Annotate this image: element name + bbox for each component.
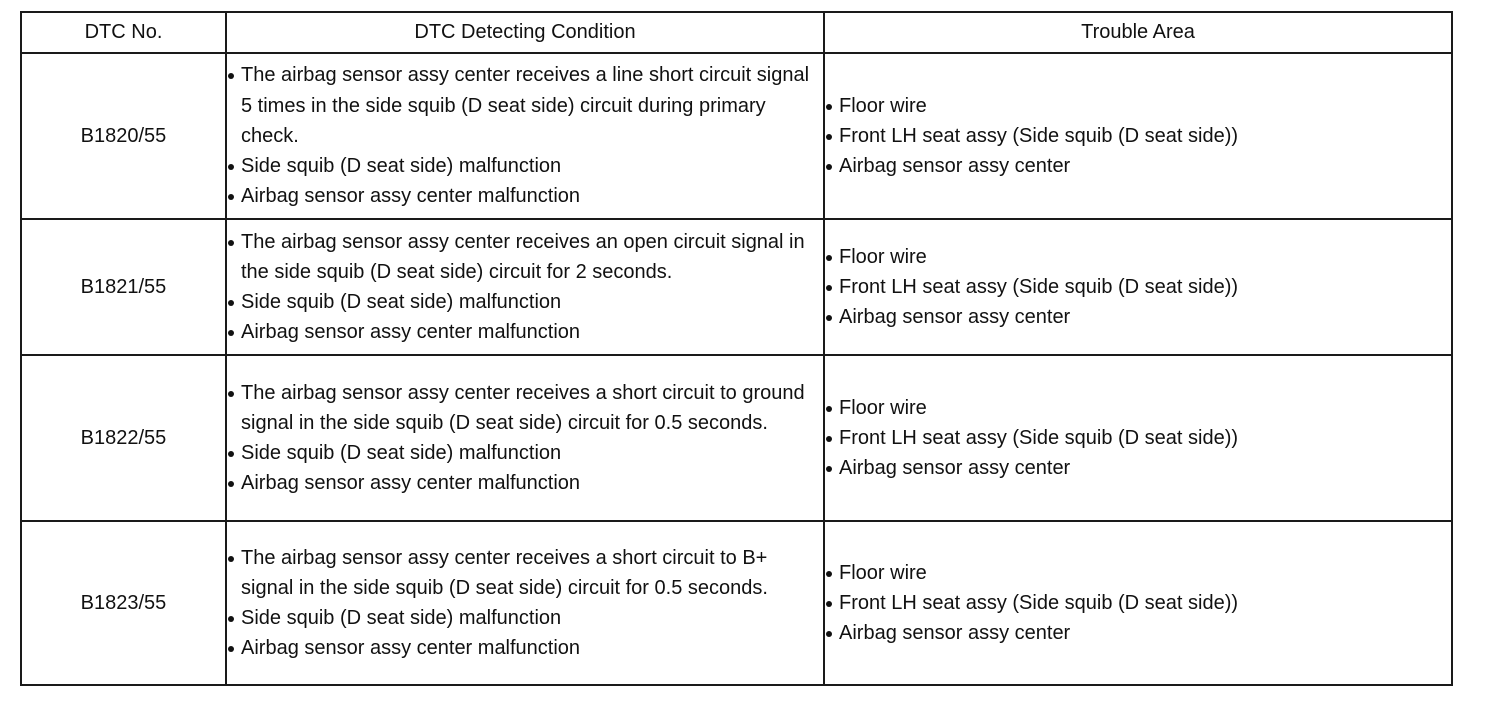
condition-item: Side squib (D seat side) malfunction <box>227 151 823 181</box>
trouble-area-item: Front LH seat assy (Side squib (D seat side)) <box>825 121 1451 151</box>
condition-item: The airbag sensor assy center receives a short circuit to ground signal in the side squib (D seat side) circuit for 0.5 seconds. <box>227 378 823 438</box>
condition-item: Side squib (D seat side) malfunction <box>227 438 823 468</box>
condition-item: Airbag sensor assy center malfunction <box>227 181 823 211</box>
condition-item: Side squib (D seat side) malfunction <box>227 287 823 317</box>
table-row <box>21 53 1452 219</box>
dtc-table <box>20 11 1453 686</box>
table-row <box>21 355 1452 521</box>
trouble-area-item: Floor wire <box>825 242 1451 272</box>
dtc-code: B1822/55 <box>21 355 226 521</box>
condition-item: The airbag sensor assy center receives a line short circuit signal 5 times in the side squib (D seat side) circuit during primary check. <box>227 60 823 151</box>
detecting-condition-cell <box>226 219 824 355</box>
trouble-area-item: Airbag sensor assy center <box>825 453 1451 483</box>
condition-item: The airbag sensor assy center receives a short circuit to B+ signal in the side squib (D seat side) circuit for 0.5 seconds. <box>227 543 823 603</box>
detecting-condition-cell <box>226 355 824 521</box>
trouble-area-item: Airbag sensor assy center <box>825 302 1451 332</box>
header-detecting-condition: DTC Detecting Condition <box>226 12 824 53</box>
trouble-area-item: Front LH seat assy (Side squib (D seat side)) <box>825 588 1451 618</box>
table-row <box>21 521 1452 685</box>
trouble-area-cell <box>824 53 1452 219</box>
condition-item: Airbag sensor assy center malfunction <box>227 468 823 498</box>
trouble-area-item: Floor wire <box>825 393 1451 423</box>
condition-item: The airbag sensor assy center receives an open circuit signal in the side squib (D seat side) circuit for 2 seconds. <box>227 227 823 287</box>
trouble-area-item: Airbag sensor assy center <box>825 151 1451 181</box>
dtc-code: B1823/55 <box>21 521 226 685</box>
trouble-area-cell <box>824 219 1452 355</box>
trouble-area-item: Airbag sensor assy center <box>825 618 1451 648</box>
trouble-area-item: Floor wire <box>825 558 1451 588</box>
detecting-condition-cell <box>226 521 824 685</box>
header-dtc-no: DTC No. <box>21 12 226 53</box>
dtc-code: B1821/55 <box>21 219 226 355</box>
dtc-code: B1820/55 <box>21 53 226 219</box>
detecting-condition-cell <box>226 53 824 219</box>
header-trouble-area: Trouble Area <box>824 12 1452 53</box>
trouble-area-item: Floor wire <box>825 91 1451 121</box>
table-header-row <box>21 12 1452 53</box>
trouble-area-item: Front LH seat assy (Side squib (D seat side)) <box>825 272 1451 302</box>
trouble-area-item: Front LH seat assy (Side squib (D seat side)) <box>825 423 1451 453</box>
condition-item: Side squib (D seat side) malfunction <box>227 603 823 633</box>
condition-item: Airbag sensor assy center malfunction <box>227 633 823 663</box>
condition-item: Airbag sensor assy center malfunction <box>227 317 823 347</box>
trouble-area-cell <box>824 521 1452 685</box>
table-row <box>21 219 1452 355</box>
trouble-area-cell <box>824 355 1452 521</box>
